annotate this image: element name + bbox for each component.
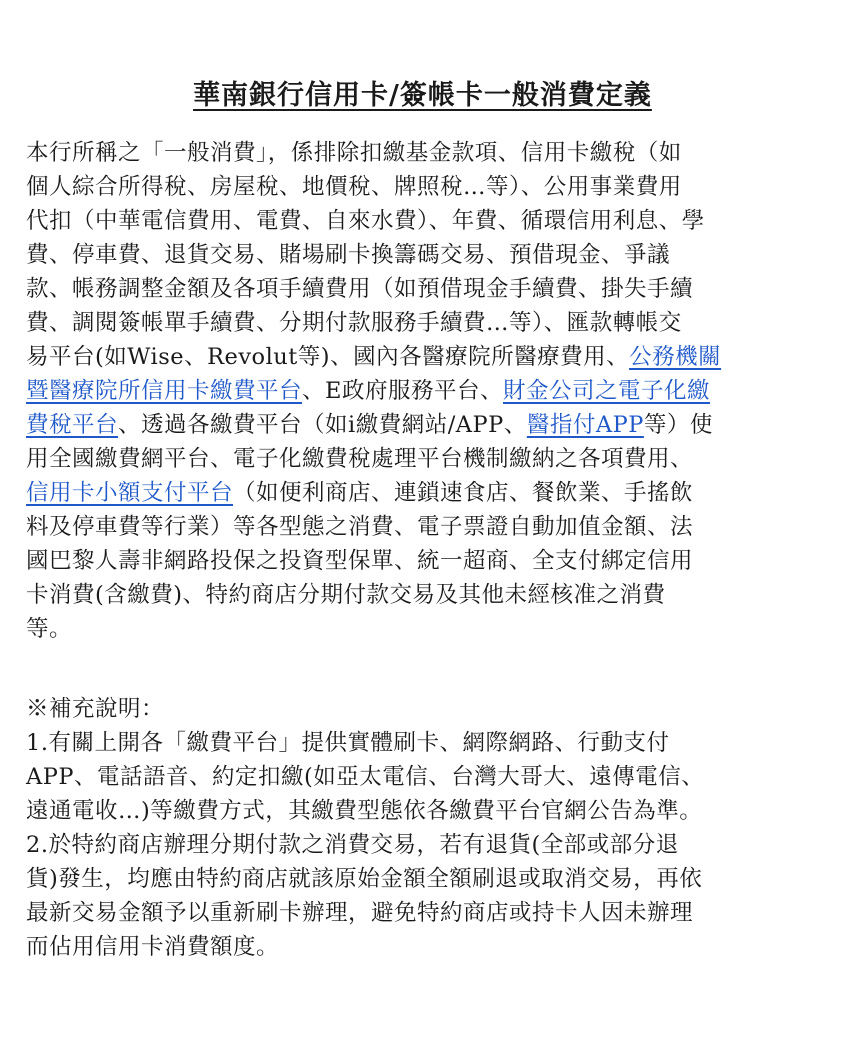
- supplement-line-2: APP、電話語音、約定扣繳(如亞太電信、台灣大哥大、遠傳電信、: [26, 764, 705, 790]
- page-title: [0, 78, 845, 114]
- link-medical-pay-app[interactable]: 醫指付APP: [526, 412, 644, 438]
- supplement-line-1: 1.有關上開各「繳費平台」提供實體刷卡、網際網路、行動支付: [26, 730, 670, 756]
- definition-line-6: 費、調閱簽帳單手續費、分期付款服務手續費…等）、匯款轉帳交: [26, 310, 682, 336]
- definition-text: 等）使: [643, 412, 713, 438]
- supplement-line-5: 貨)發生，均應由特約商店就該原始金額全額刷退或取消交易，再依: [26, 866, 703, 892]
- supplement-heading: ※補充說明：: [26, 696, 165, 722]
- definition-line-4: 費、停車費、退貨交易、賭場刷卡換籌碼交易、預借現金、爭議: [26, 242, 671, 268]
- link-fisc-tax-platform-cont[interactable]: 費稅平台: [26, 412, 119, 438]
- link-government-payment-platform-cont[interactable]: 暨醫療院所信用卡繳費平台: [26, 378, 303, 404]
- definition-text: 易平台(如Wise、Revolut等)、國內各醫療院所醫療費用、: [26, 344, 630, 370]
- definition-text: （如便利商店、連鎖速食店、餐飲業、手搖飲: [233, 480, 694, 506]
- definition-line-12: 料及停車費等行業）等各型態之消費、電子票證自動加值金額、法: [26, 514, 694, 540]
- definition-line-9: [26, 410, 713, 440]
- link-micro-payment-platform[interactable]: 信用卡小額支付平台: [26, 480, 234, 506]
- definition-line-15: 等。: [26, 616, 73, 642]
- definition-line-10: 用全國繳費網平台、電子化繳費稅處理平台機制繳納之各項費用、: [26, 446, 694, 472]
- supplement-line-7: 而佔用信用卡消費額度。: [26, 934, 280, 960]
- supplement-line-3: 遠通電收…)等繳費方式，其繳費型態依各繳費平台官網公告為準。: [26, 798, 703, 824]
- definition-text: 、透過各繳費平台（如i繳費網站/APP、: [118, 412, 527, 438]
- definition-line-3: 代扣（中華電信費用、電費、自來水費）、年費、循環信用利息、學: [26, 208, 705, 234]
- link-fisc-tax-platform[interactable]: 財金公司之電子化繳: [502, 378, 710, 404]
- supplement-line-4: 2.於特約商店辦理分期付款之消費交易，若有退貨(全部或部分退: [26, 832, 679, 858]
- link-government-payment-platform[interactable]: 公務機關: [629, 344, 722, 370]
- definition-line-2: 個人綜合所得稅、房屋稅、地價稅、牌照稅…等）、公用事業費用: [26, 174, 682, 200]
- definition-line-1: 本行所稱之「一般消費」，係排除扣繳基金款項、信用卡繳稅（如: [26, 140, 682, 166]
- definition-line-7: [26, 342, 721, 372]
- definition-line-8: [26, 376, 710, 406]
- title-text: 華南銀行信用卡/簽帳卡一般消費定義: [193, 80, 652, 111]
- supplement-line-6: 最新交易金額予以重新刷卡辦理，避免特約商店或持卡人因未辦理: [26, 900, 694, 926]
- definition-text: 、E政府服務平台、: [302, 378, 503, 404]
- definition-line-13: 國巴黎人壽非網路投保之投資型保單、統一超商、全支付綁定信用: [26, 548, 694, 574]
- definition-line-5: 款、帳務調整金額及各項手續費用（如預借現金手續費、掛失手續: [26, 276, 694, 302]
- definition-line-11: [26, 478, 693, 508]
- definition-line-14: 卡消費(含繳費)、特約商店分期付款交易及其他未經核准之消費: [26, 582, 666, 608]
